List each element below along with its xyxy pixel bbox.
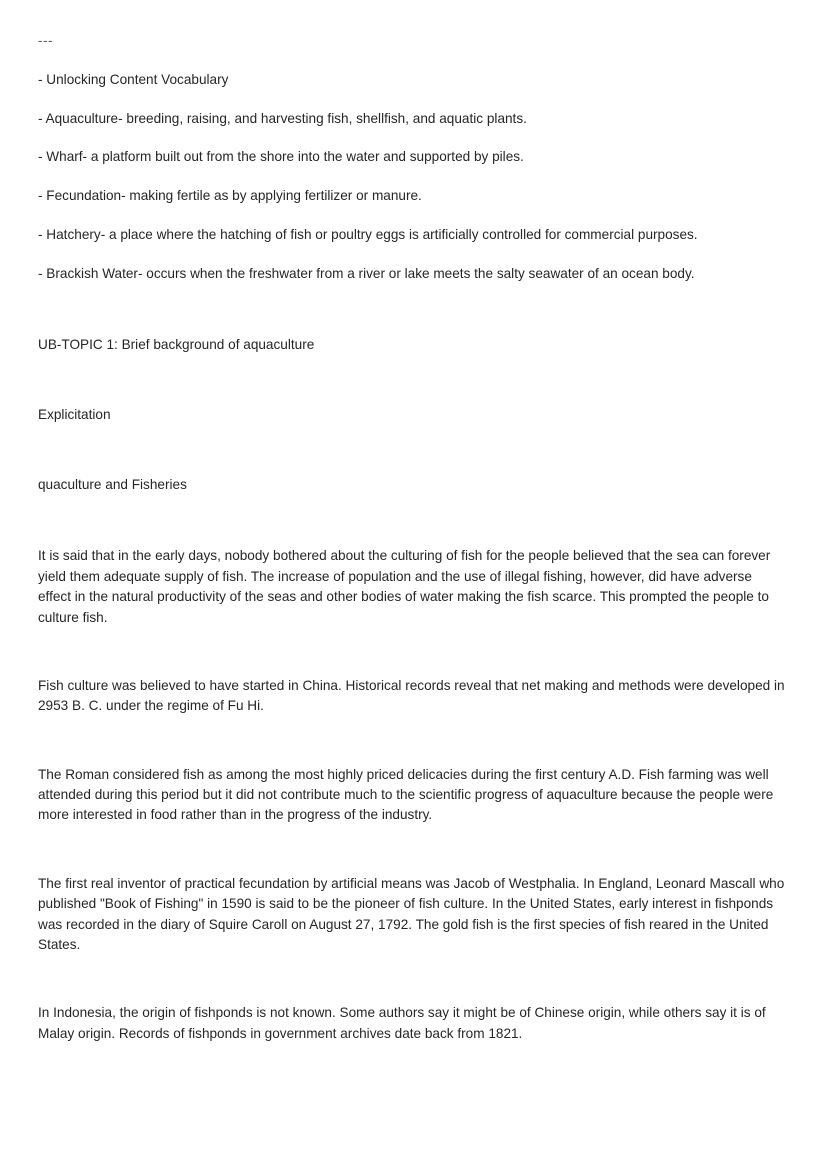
subtopic-heading: UB-TOPIC 1: Brief background of aquaculture [38,337,315,353]
vocabulary-term-wharf: - Wharf- a platform built out from the shore into the water and supported by piles. [38,149,524,165]
paragraph-early-days: It is said that in the early days, nobody bothered about the culturing of fish for the people believed that the sea can forever yield them adequate supply of fish. The increase of population and the use of illegal fishing, however, did have adverse effect in the natural productivity of the seas and other bodies of water making the fish scarce. This prompted the people to culture fish. [38,548,771,625]
explicitation-heading: Explicitation [38,406,111,422]
horizontal-rule-marker: --- [38,33,53,48]
vocabulary-section [38,70,788,283]
vocabulary-term-list [38,109,788,284]
course-heading: quaculture and Fisheries [38,476,187,492]
paragraph-china-origin: Fish culture was believed to have started in China. Historical records reveal that net making and methods were developed in 2953 B. C. under the regime of Fu Hi. [38,677,785,714]
spacer-after-vocabulary [38,283,788,335]
vocabulary-term-brackish-water: - Brackish Water- occurs when the freshwater from a river or lake meets the salty seawater of an ocean body. [38,265,695,281]
spacer-after-subtopic [38,355,788,405]
vocabulary-term-fecundation: - Fecundation- making fertile as by applying fertilizer or manure. [38,188,422,204]
vocabulary-term-aquaculture: - Aquaculture- breeding, raising, and harvesting fish, shellfish, and aquatic plants. [38,110,527,126]
spacer-paragraph-3 [38,826,788,874]
spacer-after-explicitation [38,425,788,475]
spacer-paragraph-1 [38,628,788,676]
document-body [38,34,788,1044]
vocabulary-term-hatchery: - Hatchery- a place where the hatching of fish or poultry eggs is artificially controlled for commercial purposes. [38,226,698,242]
spacer-before-body [38,494,788,546]
spacer-paragraph-2 [38,717,788,765]
paragraph-roman-delicacies: The Roman considered fish as among the most highly priced delicacies during the first century A.D. Fish farming was well attended during this period but it did not contribute much to the scientific progress of aquaculture because the people were more interested in food rather than in the progress of the industry. [38,766,774,823]
paragraph-indonesia-fishponds: In Indonesia, the origin of fishponds is not known. Some authors say it might be of Chinese origin, while others say it is of Malay origin. Records of fishponds in government archives date back from 1821. [38,1005,766,1041]
paragraph-fecundation-inventors: The first real inventor of practical fecundation by artificial means was Jacob of Westphalia. In England, Leonard Mascall who published "Book of Fishing" in 1590 is said to be the pioneer of fish culture. In the United States, early interest in fishponds was recorded in the diary of Squire Caroll on August 27, 1792. The gold fish is the first species of fish reared in the United States. [38,875,785,953]
vocabulary-section-heading: - Unlocking Content Vocabulary [38,72,229,87]
spacer-paragraph-4 [38,955,788,1003]
